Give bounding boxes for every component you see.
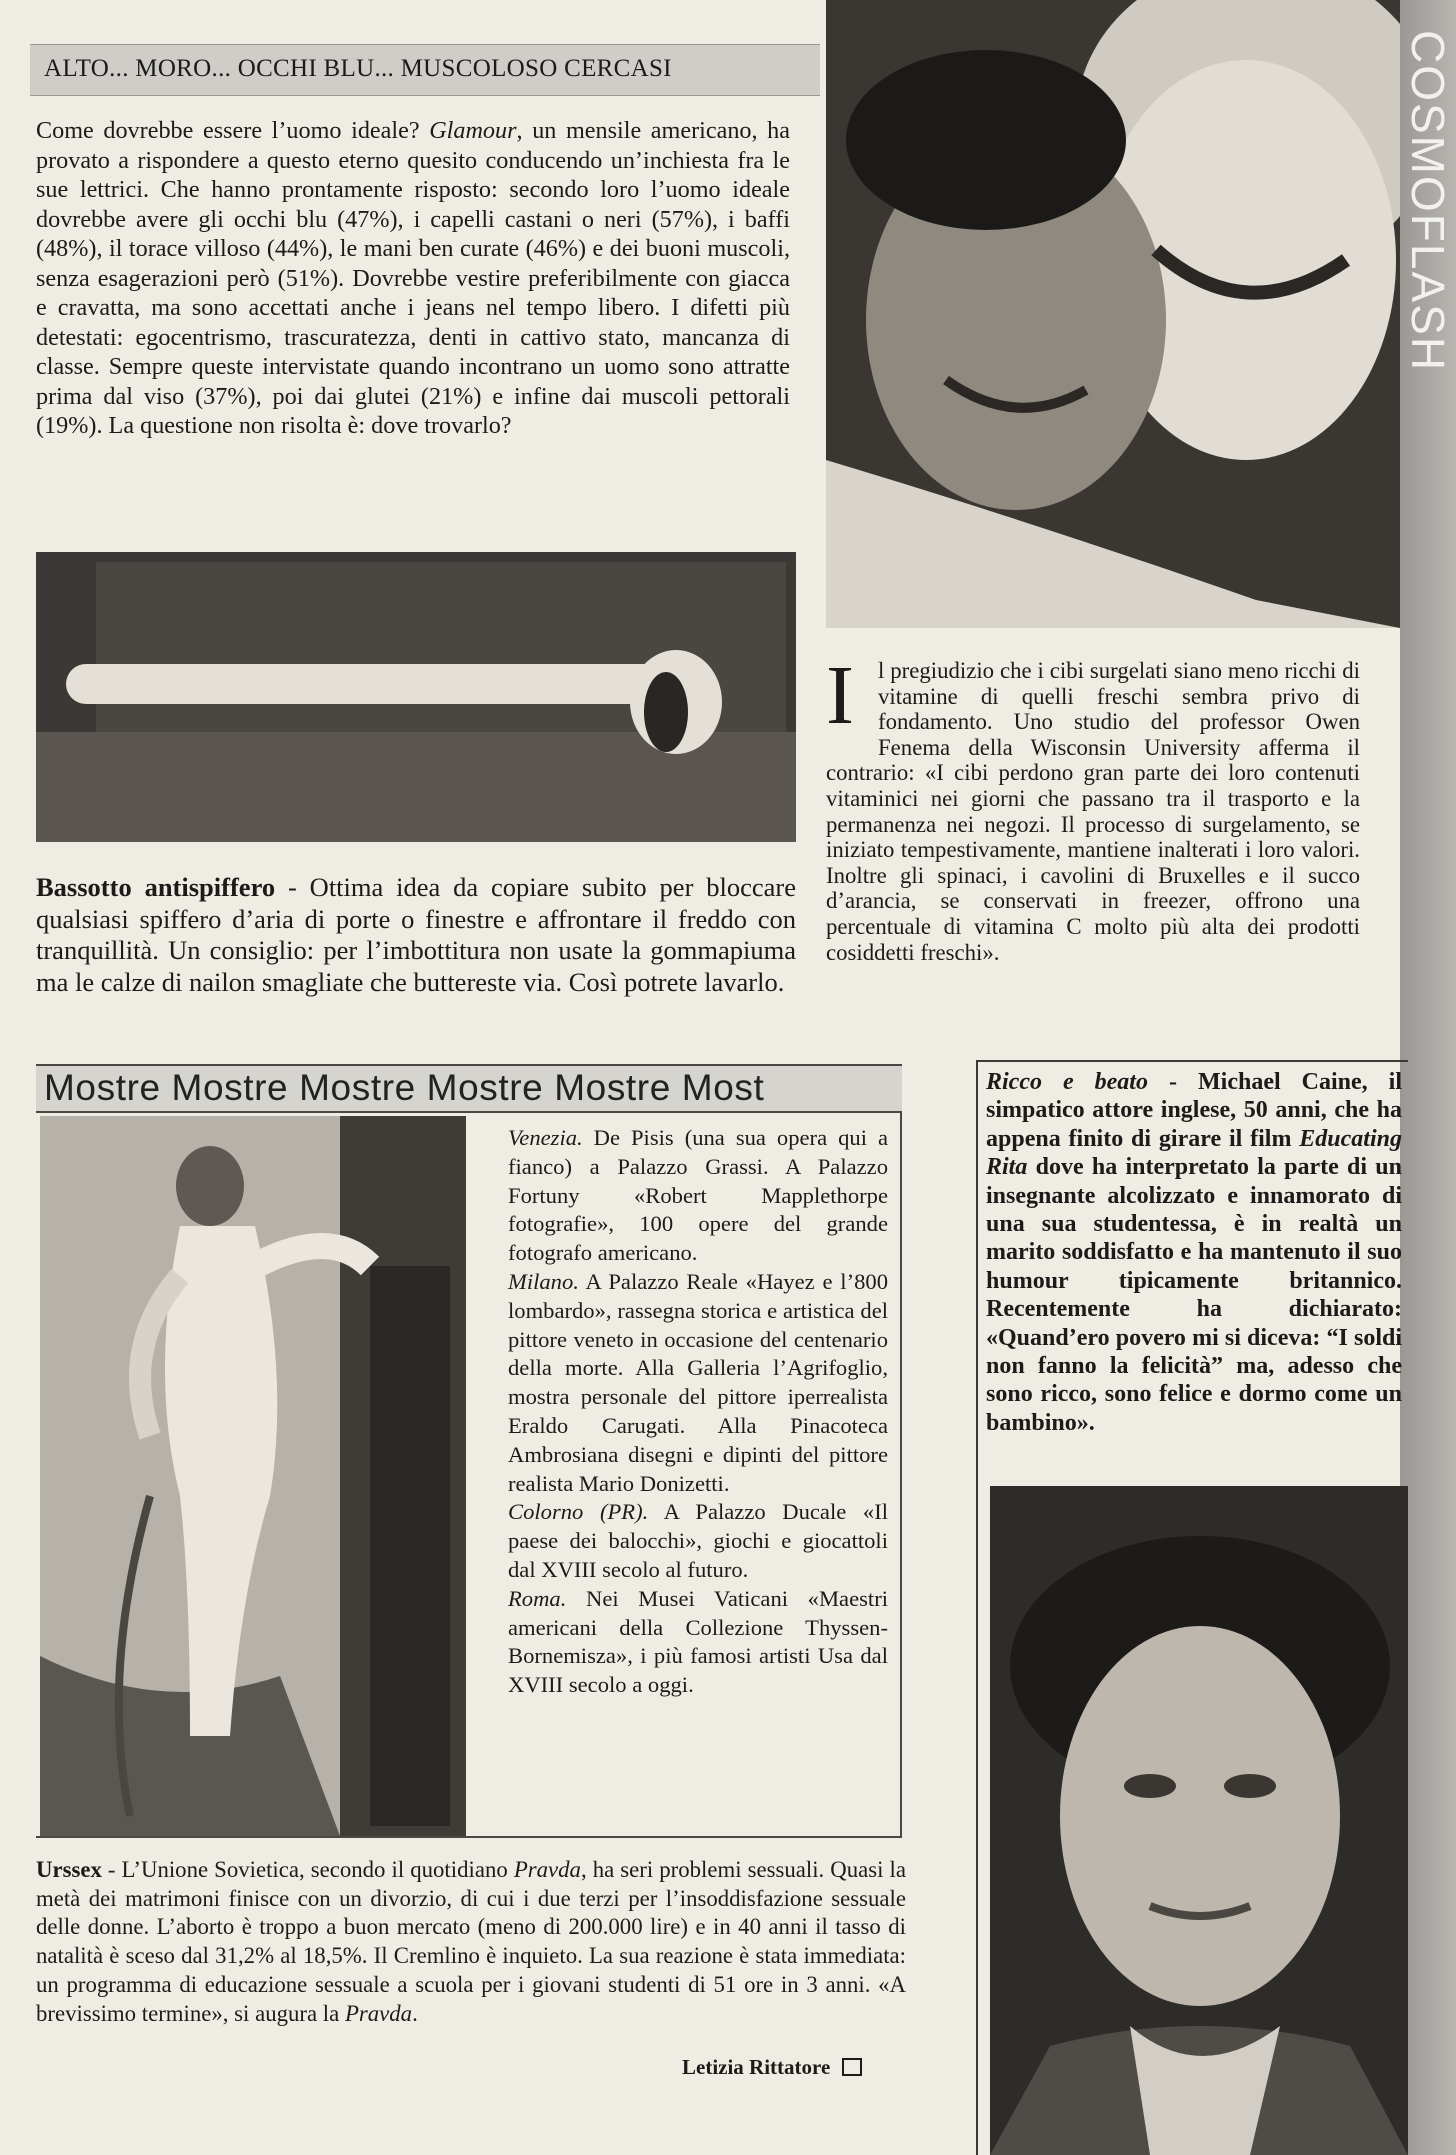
author-name: Letizia Rittatore [682, 2055, 831, 2079]
mostre-roma: Roma. Nei Musei Vaticani «Maestri americani della Collezione Thyssen-Bornemisza», i più famosi artisti Usa dal XVIII secolo a oggi. [508, 1585, 888, 1698]
bassotto-body: - Ottima idea da copiare subito per bloccare qualsiasi spiffero d’aria di porte o finestre e affrontare il freddo con tranquillità. Un consiglio: per l’imbottitura non usate la gommapiuma ma le calze di nailon smagliate che buttereste via. Così potrete lavarlo. [36, 872, 797, 997]
couple-photo [826, 0, 1400, 628]
mostre-banner-text: Mostre Mostre Mostre Mostre Mostre Most [44, 1067, 765, 1108]
alto-heading-bar [30, 44, 820, 96]
ricco-article: Ricco e beato - Michael Caine, il simpatico attore inglese, 50 anni, che ha appena finito di girare il film Educating Rita dove ha interpretato la parte di un insegnante alcolizzato e innamorato di una sua studentessa, è in realtà un marito soddisfatto e ha mantenuto il suo humour tipicamente britannico. Recentemente ha dichiarato: «Quand’ero povero mi si diceva: “I soldi non fanno la felicità” ma, adesso che sono ricco, sono felice e dormo come un bambino». [986, 1069, 1403, 1436]
mostre-listing [508, 1124, 888, 1700]
draft-stopper-photo [36, 552, 796, 842]
mostre-venezia: Venezia. De Pisis (una sua opera qui a fianco) a Palazzo Grassi. A Palazzo Fortuny «Robert Mapplethorpe fotografie», 100 opere del grande fotografo americano. [508, 1125, 888, 1266]
film-title: Educating Rita [986, 1125, 1402, 1181]
surgelati-article [826, 649, 1360, 965]
city-venezia: Venezia. [508, 1125, 583, 1150]
city-milano: Milano. [508, 1268, 579, 1294]
surgelati-body: l pregiudizio che i cibi surgelati siano meno ricchi di vitamine di quelli freschi sembra privo di fondamento. Uno studio del professor Owen Fenema della Wisconsin University afferma il contrario: «I cibi perdono gran parte dei loro contenuti vitaminici nei giorni che passano tra il trasporto e la permanenza nei negozi. Il processo di surgelamento, se iniziato tempestivamente, mantiene inalterati i loro valori. Inoltre gli spinaci, i cavolini di Bruxelles e il succo d’arancia, se conservati in freezer, offrono una percentuale di vitamina C molto più alta dei prodotti cosiddetti freschi». [826, 658, 1360, 965]
city-colorno: Colorno (PR). [508, 1499, 649, 1525]
urssex-title: Urssex [36, 1857, 102, 1882]
surgelati-dropcap: I [826, 649, 854, 742]
mostre-colorno: Colorno (PR). A Palazzo Ducale «Il paese dei balocchi», giochi e giocattoli dal XVIII secolo al futuro. [508, 1499, 888, 1582]
author-signature [682, 2055, 862, 2080]
side-strip [1400, 0, 1456, 2155]
alto-heading: ALTO... MORO... OCCHI BLU... MUSCOLOSO CERCASI [44, 55, 672, 82]
michael-caine-photo [990, 1486, 1408, 2155]
city-roma: Roma. [508, 1585, 567, 1611]
side-strip-label: COSMOFLASH [1402, 30, 1454, 373]
alto-body-start: Come dovrebbe essere l’uomo ideale? [36, 117, 430, 144]
glamour-magazine: Glamour [429, 117, 517, 144]
mostre-milano: Milano. A Palazzo Reale «Hayez e l’800 lombardo», rassegna storica e artistica del pittore veneto in occasione del centenario della morte. Alla Galleria l’Agrifoglio, mostra personale del pittore iperrealista Eraldo Carugati. Alla Pinacoteca Ambrosiana disegni e dipinti del pittore realista Mario Donizetti. [508, 1268, 888, 1496]
bassotto-article [36, 872, 796, 998]
de-pisis-painting [40, 1116, 466, 1836]
pravda-2: Pravda [344, 2000, 413, 2026]
mostre-banner [36, 1064, 902, 1113]
bassotto-title: Bassotto antispiffero [36, 872, 276, 902]
alto-body-rest: , un mensile americano, ha provato a rispondere a questo eterno quesito conducendo un’inchiesta fra le sue lettrici. Che hanno prontamente risposto: secondo loro l’uomo ideale dovrebbe avere gli occhi blu (47%), i capelli castani o neri (57%), i baffi (48%), il torace villoso (44%), le mani ben curate (46%) e dei buoni muscoli, senza esagerazioni però (51%). Dovrebbe vestire preferibilmente con giacca e cravatta, ma sono accettati anche i jeans nel tempo libero. I difetti più detestati: egocentrismo, trascuratezza, denti in cattivo stato, mancanza di classe. Sempre queste intervistate quando incontrano un uomo sono attratte prima dal viso (37%), poi dai glutei (21%) e infine dai muscoli pettorali (19%). La questione non risolta è: dove trovarlo? [36, 117, 790, 439]
end-mark-icon [842, 2058, 862, 2076]
alto-article [36, 116, 790, 441]
pravda-1: Pravda [513, 1857, 581, 1882]
urssex-article: Urssex - L’Unione Sovietica, secondo il quotidiano Pravda, ha seri problemi sessuali. Quasi la metà dei matrimoni finisce con un divorzio, di cui i due terzi per l’insoddisfazione sessuale delle donne. L’aborto è troppo a buon mercato (meno di 200.000 lire) e in 40 anni il tasso di natalità è sceso dal 31,2% al 18,5%. Il Cremlino è inquieto. La sua reazione è stata immediata: un programma di educazione sessuale a scuola per i giovani studenti di 51 ore in 3 anni. «A brevissimo termine», si augura la Pravda. [36, 1857, 906, 2026]
ricco-title: Ricco e beato [986, 1069, 1148, 1095]
